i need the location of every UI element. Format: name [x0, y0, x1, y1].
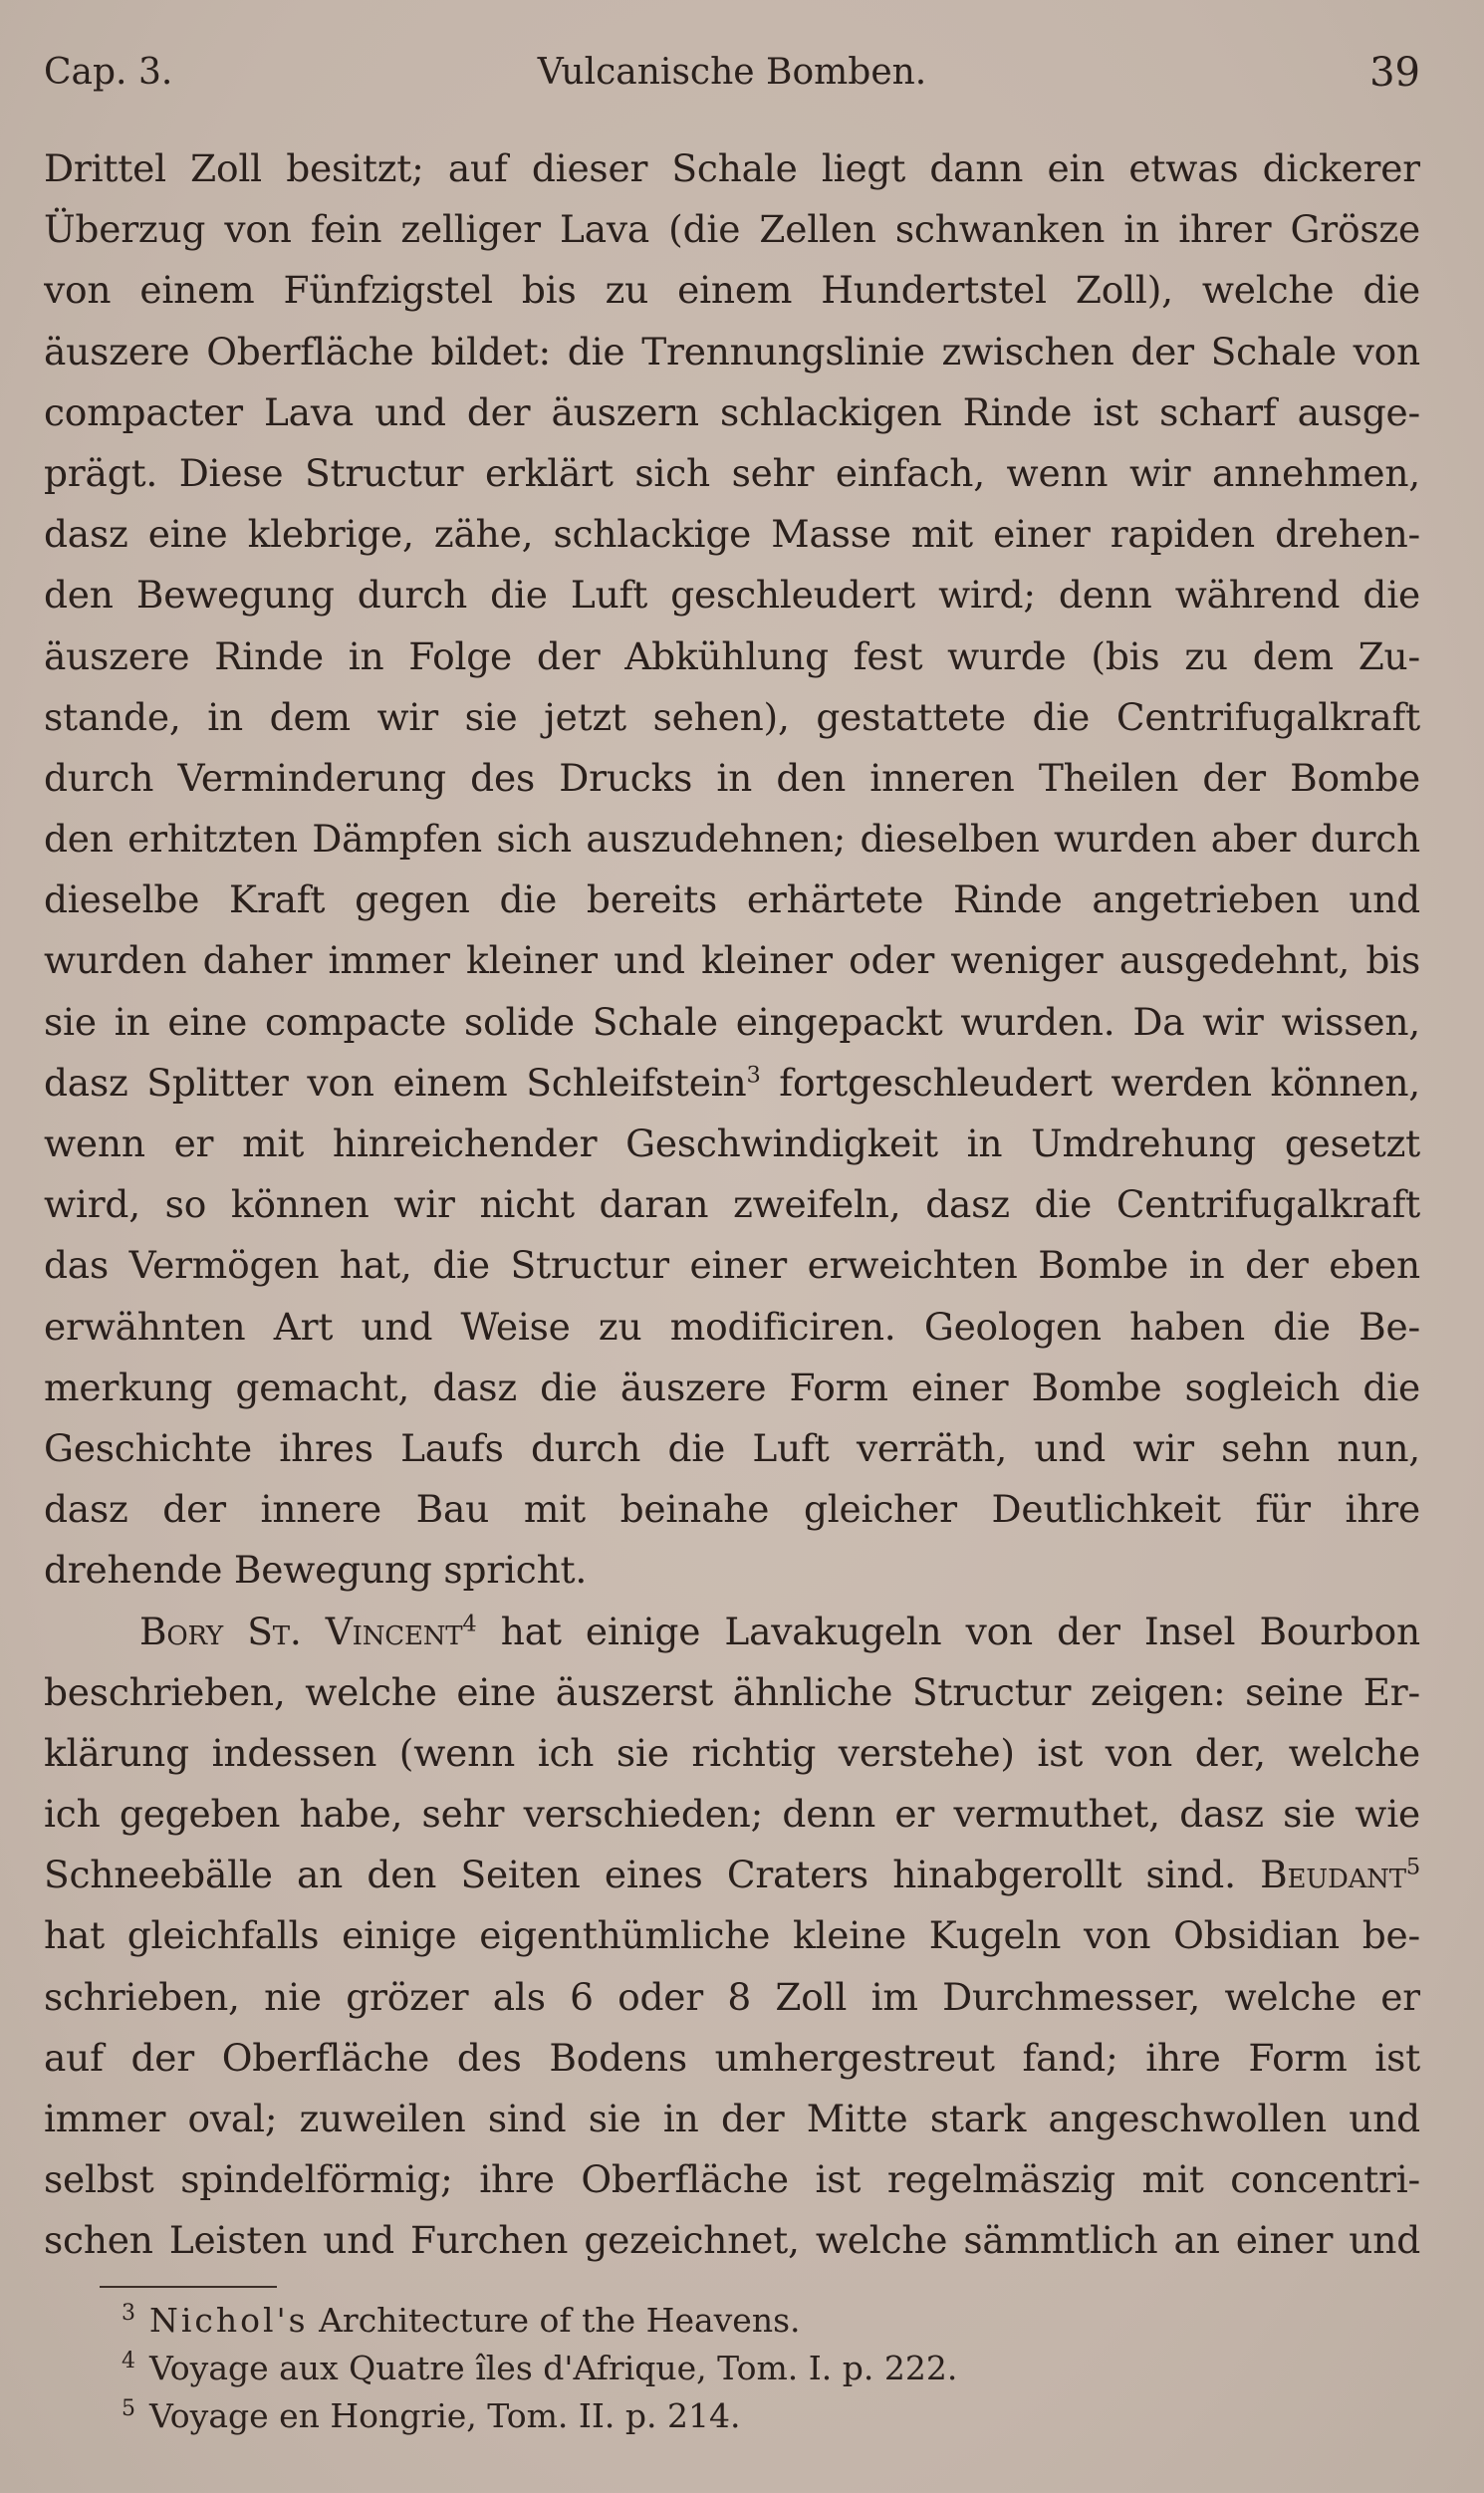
text-line: den erhitzten Dämpfen sich auszudehnen; dieselben wurden aber durch — [44, 817, 1420, 862]
footnote-number: 3 — [122, 2301, 135, 2326]
text-line: Überzug von fein zelliger Lava (die Zellen schwanken in ihrer Grösze — [44, 207, 1420, 252]
footnote — [122, 2345, 1317, 2392]
text-line: auf der Oberfläche des Bodens umhergestreut fand; ihre Form ist — [44, 2035, 1420, 2080]
body-text — [44, 138, 1420, 2272]
footnote-ref: 3 — [746, 1062, 761, 1089]
footnote-number: 5 — [122, 2396, 135, 2421]
text-line: sie in eine compacte solide Schale eingepackt wurden. Da wir wissen, — [44, 999, 1420, 1044]
text-line: ich gegeben habe, sehr verschieden; denn er vermuthet, dasz sie wie — [44, 1792, 1420, 1837]
footnote-ref: 4 — [462, 1611, 477, 1636]
text-line — [44, 1845, 1420, 1905]
text-line: schen Leisten und Furchen gezeichnet, welche sämmtlich an einer und — [44, 2218, 1420, 2263]
footnote-separator — [100, 2286, 277, 2288]
text-line: hat gleichfalls einige eigenthümliche kleine Kugeln von Obsidian be- — [44, 1913, 1420, 1958]
text-line: erwähnten Art und Weise zu modificiren. Geologen haben die Be- — [44, 1304, 1420, 1349]
running-title: Vulcanische Bomben. — [537, 52, 927, 93]
text-line — [44, 1602, 1420, 1662]
text-line: äuszere Rinde in Folge der Abkühlung fest wurde (bis zu dem Zu- — [44, 633, 1420, 678]
footnote-text: Voyage aux Quatre îles d'Afrique, Tom. I. p. 222. — [149, 2349, 958, 2387]
text-line: drehende Bewegung spricht. — [44, 1548, 588, 1593]
text-line: compacter Lava und der äuszern schlackigen Rinde ist scharf ausge- — [44, 389, 1420, 434]
text-line: prägt. Diese Structur erklärt sich sehr einfach, wenn wir annehmen, — [44, 450, 1420, 495]
footnote-text: Voyage en Hongrie, Tom. II. p. 214. — [149, 2396, 741, 2435]
text-line: wenn er mit hinreichender Geschwindigkeit in Umdrehung gesetzt — [44, 1122, 1420, 1165]
author-name: Bory St. Vincent — [139, 1609, 463, 1653]
footnote-ref: 5 — [1405, 1854, 1420, 1880]
text-line: dasz eine klebrige, zähe, schlackige Masse mit einer rapiden drehen- — [44, 512, 1420, 557]
text-line: Drittel Zoll besitzt; auf dieser Schale liegt dann ein etwas dickerer — [44, 146, 1420, 190]
text-line: klärung indessen (wenn ich sie richtig verstehe) ist von der, welche — [44, 1730, 1420, 1775]
text-line: das Vermögen hat, die Structur einer erweichten Bombe in der eben — [44, 1243, 1420, 1288]
text-line: selbst spindelförmig; ihre Oberfläche ist regelmäszig mit concentri- — [44, 2157, 1420, 2202]
text-line: von einem Fünfzigstel bis zu einem Hundertstel Zoll), welche die — [44, 268, 1420, 313]
footnote — [122, 2297, 1317, 2345]
text-line: den Bewegung durch die Luft geschleudert wird; denn während die — [44, 573, 1420, 618]
text-line: äuszere Oberfläche bildet: die Trennungslinie zwischen der Schale von — [44, 329, 1420, 374]
author-name: Beudant — [1260, 1853, 1406, 1897]
text-line: Geschichte ihres Laufs durch die Luft verräth, und wir sehn nun, — [44, 1425, 1420, 1470]
text-segment: dasz Splitter von einem Schleifstein — [44, 1060, 747, 1105]
footnote-number: 4 — [122, 2349, 135, 2373]
text-line: durch Verminderung des Drucks in den inneren Theilen der Bombe — [44, 755, 1420, 800]
text-line: immer oval; zuweilen sind sie in der Mitte stark angeschwollen und — [44, 2097, 1420, 2140]
page-number: 39 — [1369, 50, 1420, 96]
text-line: stande, in dem wir sie jetzt sehen), gestattete die Centrifugalkraft — [44, 694, 1420, 739]
text-line: schrieben, nie grözer als 6 oder 8 Zoll im Durchmesser, welche er — [44, 1974, 1420, 2019]
footnote-author: Nichol's — [149, 2301, 309, 2340]
text-line: dasz der innere Bau mit beinahe gleicher Deutlichkeit für ihre — [44, 1487, 1420, 1532]
text-line: dieselbe Kraft gegen die bereits erhärtete Rinde angetrieben und — [44, 877, 1420, 922]
footnotes — [122, 2297, 1317, 2440]
text-segment: hat einige Lavakugeln von der Insel Bourbon — [476, 1609, 1420, 1653]
text-segment: fortgeschleudert werden können, — [760, 1060, 1420, 1105]
text-line: wurden daher immer kleiner und kleiner oder weniger ausgedehnt, bis — [44, 938, 1420, 983]
text-line: beschrieben, welche eine äuszerst ähnliche Structur zeigen: seine Er- — [44, 1669, 1420, 1714]
text-segment: Schneebälle an den Seiten eines Craters hinabgerollt sind. — [44, 1853, 1261, 1897]
text-line: wird, so können wir nicht daran zweifeln, dasz die Centrifugalkraft — [44, 1182, 1420, 1227]
footnote-text: Architecture of the Heavens. — [308, 2301, 801, 2340]
footnote — [122, 2392, 1317, 2440]
chapter-label: Cap. 3. — [44, 52, 173, 93]
running-header — [44, 48, 1420, 98]
text-line: merkung gemacht, dasz die äuszere Form einer Bombe sogleich die — [44, 1365, 1420, 1409]
text-line — [44, 1053, 1420, 1114]
